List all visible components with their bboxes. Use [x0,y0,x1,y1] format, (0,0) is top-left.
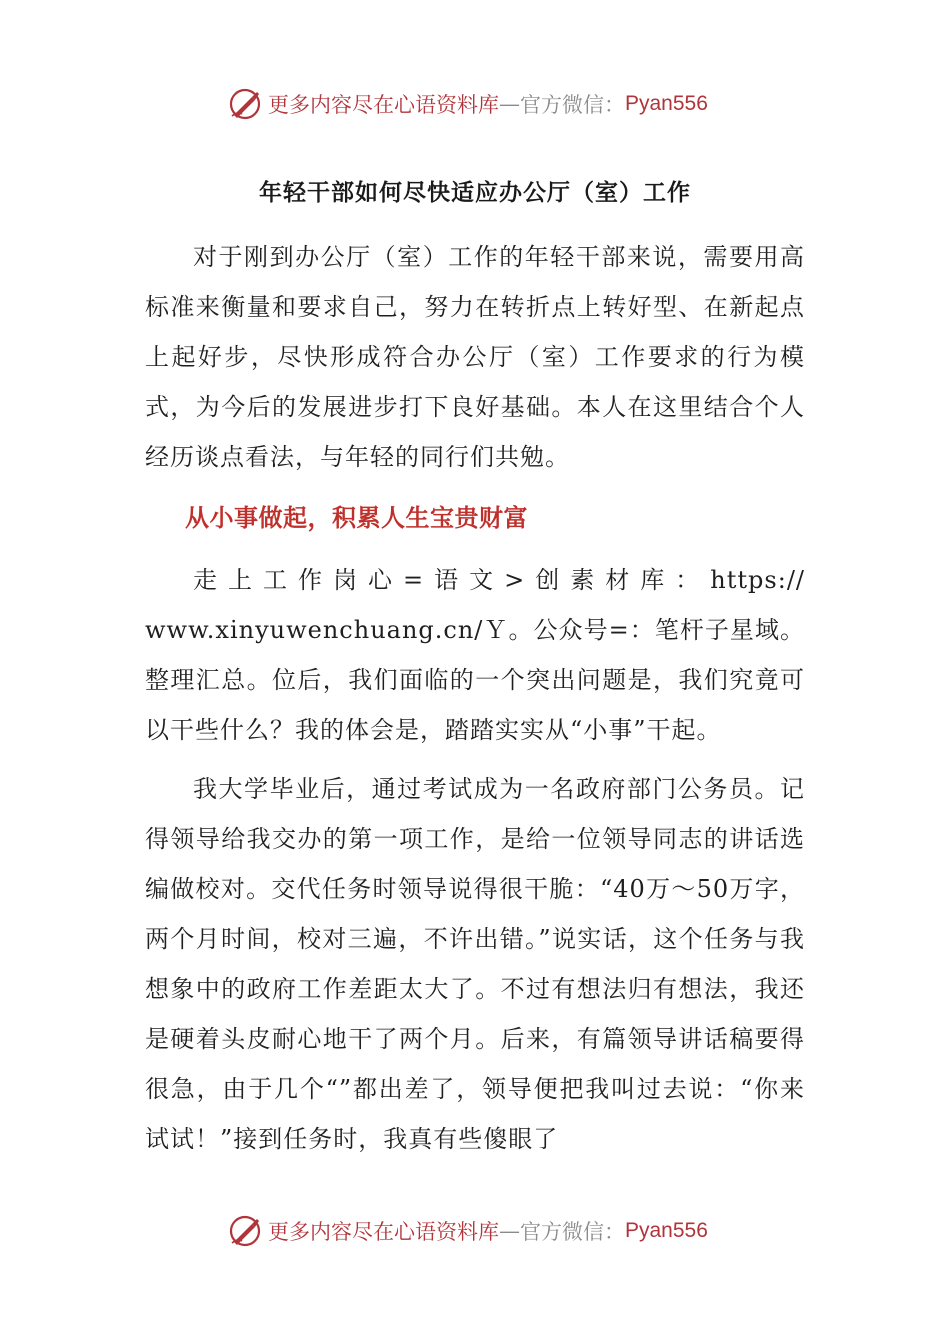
paragraph-2-first-line: 走上工作岗心=语文>创素材库：https:// [193,566,805,594]
banner-dash: — [499,1219,520,1243]
banner-dash: — [499,92,520,116]
banner-sub-text: 官方微信： [520,1220,625,1244]
paragraph-2-rest: www.xinyuwenchuang.cn/Ｙ。公众号=：笔杆子星域。整理汇总。位后，我们面临的一个突出问题是，我们究竟可以干些什么？我的体会是，踏踏实实从“小事”干起。 [145,616,805,744]
banner-main-text: 更多内容尽在心语资料库 [268,1220,499,1244]
document-title: 年轻干部如何尽快适应办公厅（室）工作 [259,179,691,206]
body-paragraph-2 [145,555,805,755]
footer-watermark-banner [228,1211,708,1251]
banner-wechat-id: Pyan556 [625,1219,708,1242]
header-watermark-banner [228,84,708,124]
banner-wechat-id: Pyan556 [625,92,708,115]
banner-sub-text: 官方微信： [520,93,625,117]
body-paragraph-3: 我大学毕业后，通过考试成为一名政府部门公务员。记得领导给我交办的第一项工作，是给一位领导同志的讲话选编做校对。交代任务时领导说得很干脆：“40万～50万字，两个月时间，校对三遍，不许出错。”说实话，这个任务与我想象中的政府工作差距太大了。不过有想法归有想法，我还是硬着头皮耐心地干了两个月。后来，有篇领导讲话稿要得很急，由于几个“”都出差了，领导便把我叫过去说：“你来试试！”接到任务时，我真有些傻眼了 [145,775,805,1153]
pen-nib-circle-icon [228,87,262,121]
section-heading: 从小事做起，积累人生宝贵财富 [185,503,528,532]
banner-main-text: 更多内容尽在心语资料库 [268,93,499,117]
intro-paragraph: 对于刚到办公厅（室）工作的年轻干部来说，需要用高标准来衡量和要求自己，努力在转折点上转好型、在新起点上起好步，尽快形成符合办公厅（室）工作要求的行为模式，为今后的发展进步打下良好基础。本人在这里结合个人经历谈点看法，与年轻的同行们共勉。 [145,243,805,471]
pen-nib-circle-icon [228,1214,262,1248]
